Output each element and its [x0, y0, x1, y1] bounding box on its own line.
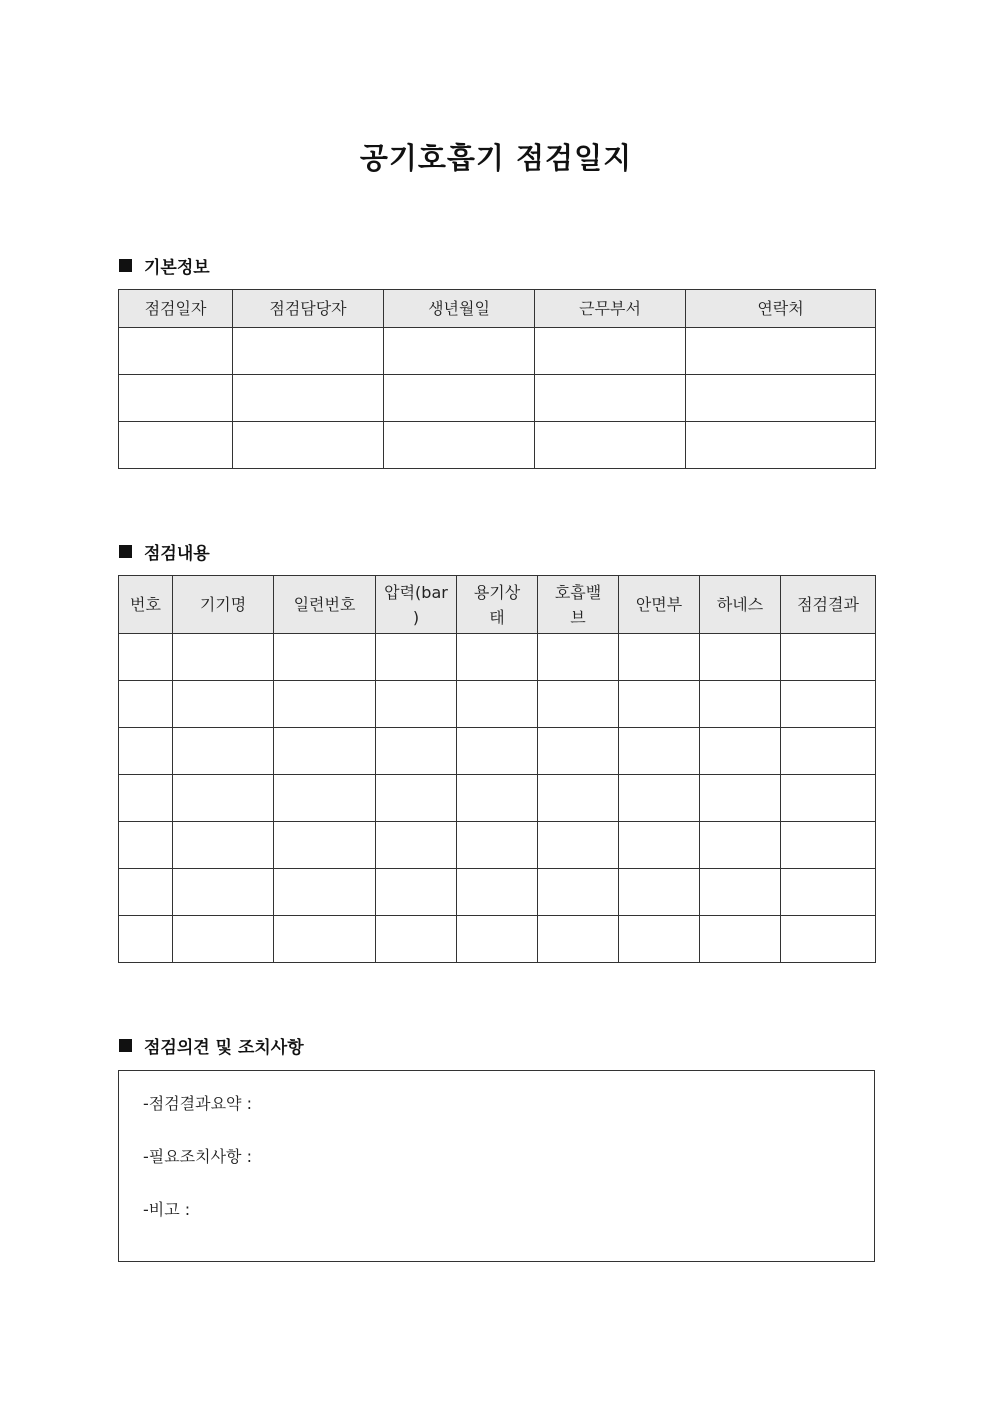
column-header: 근무부서 — [535, 290, 686, 328]
table-cell[interactable] — [781, 775, 876, 822]
column-header: 점검일자 — [119, 290, 233, 328]
table-cell[interactable] — [538, 869, 619, 916]
table-cell[interactable] — [535, 328, 686, 375]
column-header: 연락처 — [686, 290, 876, 328]
table-cell[interactable] — [384, 422, 535, 469]
table-cell[interactable] — [173, 916, 274, 963]
table-cell[interactable] — [619, 681, 700, 728]
inspection-header-row — [119, 576, 876, 634]
table-cell[interactable] — [376, 728, 457, 775]
table-cell[interactable] — [457, 916, 538, 963]
table-cell[interactable] — [700, 634, 781, 681]
table-cell[interactable] — [233, 328, 384, 375]
table-cell[interactable] — [376, 634, 457, 681]
table-cell[interactable] — [535, 375, 686, 422]
opinion-heading-label: 점검의견 및 조치사항 — [144, 1038, 304, 1058]
table-cell[interactable] — [457, 681, 538, 728]
table-cell[interactable] — [781, 728, 876, 775]
table-cell[interactable] — [274, 681, 376, 728]
table-cell[interactable] — [119, 775, 173, 822]
table-cell[interactable] — [119, 869, 173, 916]
square-bullet-icon — [119, 545, 132, 558]
page-title: 공기호흡기 점검일지 — [359, 141, 633, 175]
table-cell[interactable] — [619, 916, 700, 963]
summary-line: -점검결과요약 : — [143, 1094, 252, 1113]
table-cell[interactable] — [119, 375, 233, 422]
table-cell[interactable] — [457, 822, 538, 869]
basic-info-header-row — [119, 290, 876, 328]
basic-info-row — [119, 328, 876, 375]
table-cell[interactable] — [173, 728, 274, 775]
table-cell[interactable] — [700, 869, 781, 916]
table-cell[interactable] — [781, 681, 876, 728]
table-cell[interactable] — [173, 634, 274, 681]
inspection-row — [119, 869, 876, 916]
table-cell[interactable] — [274, 869, 376, 916]
square-bullet-icon — [119, 1039, 132, 1052]
table-cell[interactable] — [173, 869, 274, 916]
column-header: 안면부 — [619, 576, 700, 634]
table-cell[interactable] — [700, 916, 781, 963]
table-cell[interactable] — [376, 869, 457, 916]
table-cell[interactable] — [619, 869, 700, 916]
table-cell[interactable] — [538, 728, 619, 775]
column-header: 기기명 — [173, 576, 274, 634]
square-bullet-icon — [119, 259, 132, 272]
table-cell[interactable] — [686, 328, 876, 375]
table-cell[interactable] — [384, 328, 535, 375]
column-header: 점검결과 — [781, 576, 876, 634]
table-cell[interactable] — [376, 916, 457, 963]
column-header: 점검담당자 — [233, 290, 384, 328]
inspection-row — [119, 728, 876, 775]
basic-info-heading — [119, 253, 210, 278]
table-cell[interactable] — [538, 916, 619, 963]
table-cell[interactable] — [376, 822, 457, 869]
table-cell[interactable] — [619, 775, 700, 822]
table-cell[interactable] — [274, 634, 376, 681]
table-cell[interactable] — [619, 634, 700, 681]
basic-info-row — [119, 422, 876, 469]
table-cell[interactable] — [700, 681, 781, 728]
table-cell[interactable] — [274, 728, 376, 775]
table-cell[interactable] — [538, 681, 619, 728]
table-cell[interactable] — [173, 822, 274, 869]
table-cell[interactable] — [119, 422, 233, 469]
table-cell[interactable] — [700, 775, 781, 822]
table-cell[interactable] — [538, 822, 619, 869]
column-header: 호흡밸 브 — [538, 576, 619, 634]
column-header: 일련번호 — [274, 576, 376, 634]
column-header: 생년월일 — [384, 290, 535, 328]
table-cell[interactable] — [173, 681, 274, 728]
table-cell[interactable] — [781, 916, 876, 963]
table-cell[interactable] — [781, 822, 876, 869]
table-cell[interactable] — [619, 822, 700, 869]
action-line: -필요조치사항 : — [143, 1147, 252, 1166]
inspection-row — [119, 822, 876, 869]
table-cell[interactable] — [119, 634, 173, 681]
table-cell[interactable] — [376, 775, 457, 822]
table-cell[interactable] — [457, 728, 538, 775]
table-cell[interactable] — [700, 728, 781, 775]
inspection-heading-label: 점검내용 — [144, 544, 210, 564]
table-cell[interactable] — [686, 422, 876, 469]
column-header: 번호 — [119, 576, 173, 634]
table-cell[interactable] — [384, 375, 535, 422]
basic-info-table — [118, 289, 876, 469]
table-cell[interactable] — [376, 681, 457, 728]
table-cell[interactable] — [119, 728, 173, 775]
table-cell[interactable] — [173, 775, 274, 822]
table-cell[interactable] — [781, 634, 876, 681]
inspection-heading — [119, 539, 210, 564]
basic-info-row — [119, 375, 876, 422]
column-header: 하네스 — [700, 576, 781, 634]
table-cell[interactable] — [119, 681, 173, 728]
table-cell[interactable] — [700, 822, 781, 869]
table-cell[interactable] — [274, 822, 376, 869]
basic-info-heading-label: 기본정보 — [144, 258, 210, 278]
table-cell[interactable] — [233, 375, 384, 422]
column-header: 용기상 태 — [457, 576, 538, 634]
table-cell[interactable] — [119, 822, 173, 869]
table-cell[interactable] — [233, 422, 384, 469]
inspection-row — [119, 916, 876, 963]
table-cell[interactable] — [538, 634, 619, 681]
column-header: 압력(bar ) — [376, 576, 457, 634]
remarks-line: -비고 : — [143, 1200, 191, 1219]
table-cell[interactable] — [274, 916, 376, 963]
table-cell[interactable] — [686, 375, 876, 422]
table-cell[interactable] — [781, 869, 876, 916]
inspection-row — [119, 775, 876, 822]
opinion-box[interactable] — [118, 1070, 875, 1262]
table-cell[interactable] — [119, 328, 233, 375]
table-cell[interactable] — [538, 775, 619, 822]
inspection-row — [119, 634, 876, 681]
inspection-row — [119, 681, 876, 728]
inspection-table — [118, 575, 876, 963]
table-cell[interactable] — [457, 634, 538, 681]
table-cell[interactable] — [457, 869, 538, 916]
opinion-heading — [119, 1033, 304, 1058]
table-cell[interactable] — [535, 422, 686, 469]
table-cell[interactable] — [274, 775, 376, 822]
table-cell[interactable] — [619, 728, 700, 775]
table-cell[interactable] — [457, 775, 538, 822]
table-cell[interactable] — [119, 916, 173, 963]
